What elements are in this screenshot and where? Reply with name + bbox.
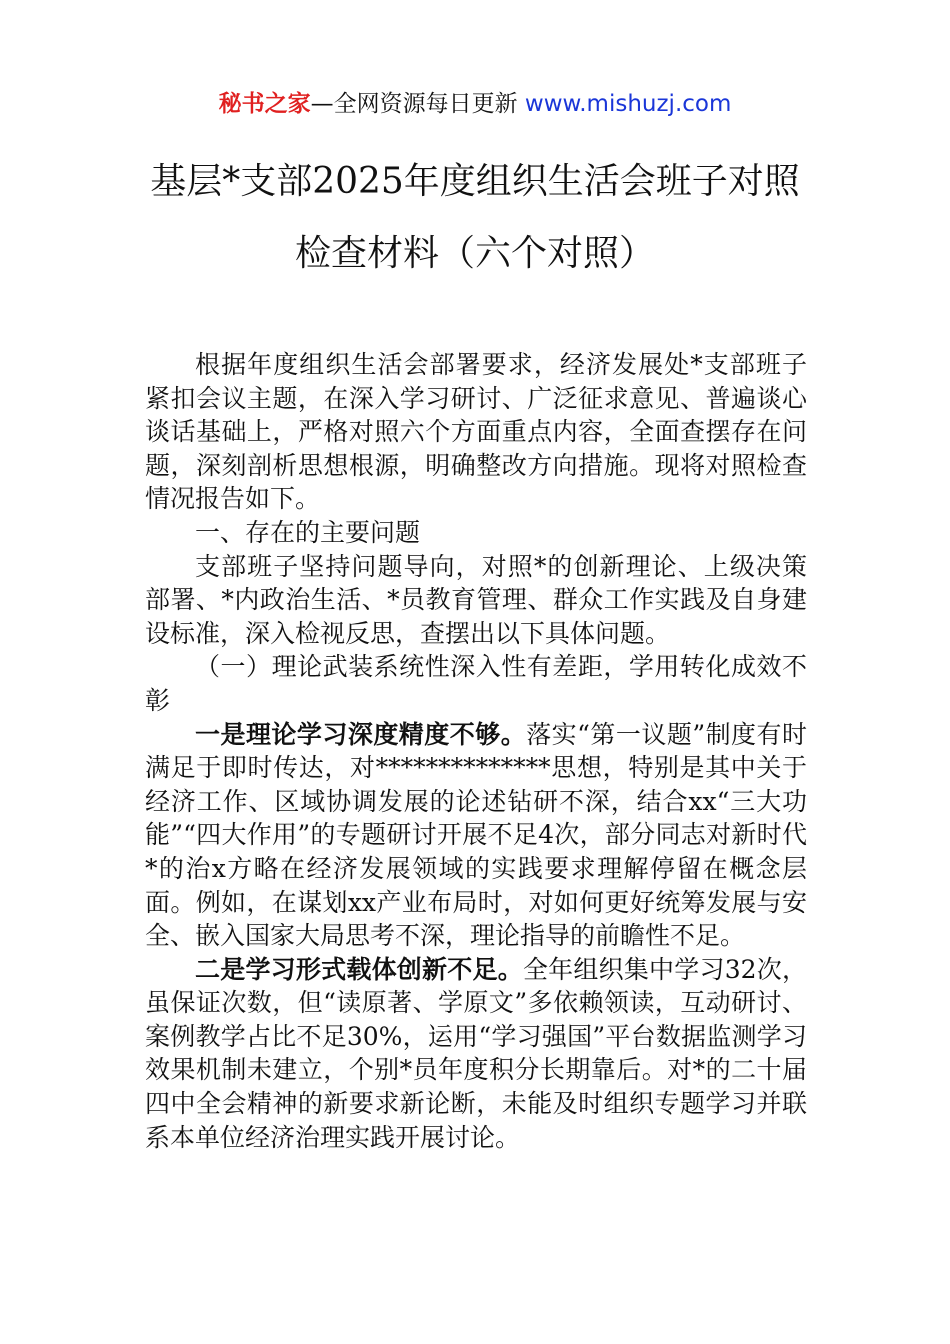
item-2-text: 全年组织集中学习32次，虽保证次数，但“读原著、学原文”多依赖领读，互动研讨、案例教学占比不足30%，运用“学习强国”平台数据监测学习效果机制未建立，个别*员年度积分长期靠后。对*的二十届四中全会精神的新要求新论断，未能及时组织专题学习并联系本单位经济治理实践开展讨论。: [145, 954, 807, 1152]
section-intro-paragraph: 支部班子坚持问题导向，对照*的创新理论、上级决策部署、*内政治生活、*员教育管理、群众工作实践及自身建设标准，深入检视反思，查摆出以下具体问题。: [145, 551, 807, 648]
banner-tagline: —全网资源每日更新: [310, 91, 525, 117]
banner-brand: 秘书之家: [218, 91, 311, 117]
item-paragraph-1: [145, 718, 807, 953]
intro-paragraph: 根据年度组织生活会部署要求，经济发展处*支部班子紧扣会议主题，在深入学习研讨、广泛征求意见、普遍谈心谈话基础上，严格对照六个方面重点内容，全面查摆存在问题，深刻剖析思想根源，明确整改方向措施。现将对照检查情况报告如下。: [145, 350, 807, 514]
document-title-line-2: 检查材料（六个对照）: [294, 233, 655, 274]
item-1-text: 落实“第一议题”制度有时满足于即时传达，对**************思想，特别是其中关于经济工作、区域协调发展的论述钻研不深，结合xx“三大功能”“四大作用”的专题研讨开展不足4次，部分同志对新时代*的治x方略在经济发展领域的实践要求理解停留在概念层面。例如，在谋划xx产业布局时，对如何更好统筹发展与安全、嵌入国家大局思考不深，理论指导的前瞻性不足。: [145, 719, 808, 951]
document-title-line-1: 基层*支部2025年度组织生活会班子对照: [150, 161, 800, 202]
item-2-lead: 二是学习形式载体创新不足。: [195, 954, 523, 984]
site-banner: [0, 86, 950, 122]
banner-url-link[interactable]: www.mishuzj.com: [524, 91, 732, 117]
subsection-heading: （一）理论武装系统性深入性有差距，学用转化成效不彰: [145, 652, 807, 715]
document-body: [145, 348, 807, 1154]
item-1-lead: 一是理论学习深度精度不够。: [195, 719, 527, 749]
item-paragraph-2: [145, 953, 807, 1155]
section-heading: 一、存在的主要问题: [195, 517, 421, 547]
